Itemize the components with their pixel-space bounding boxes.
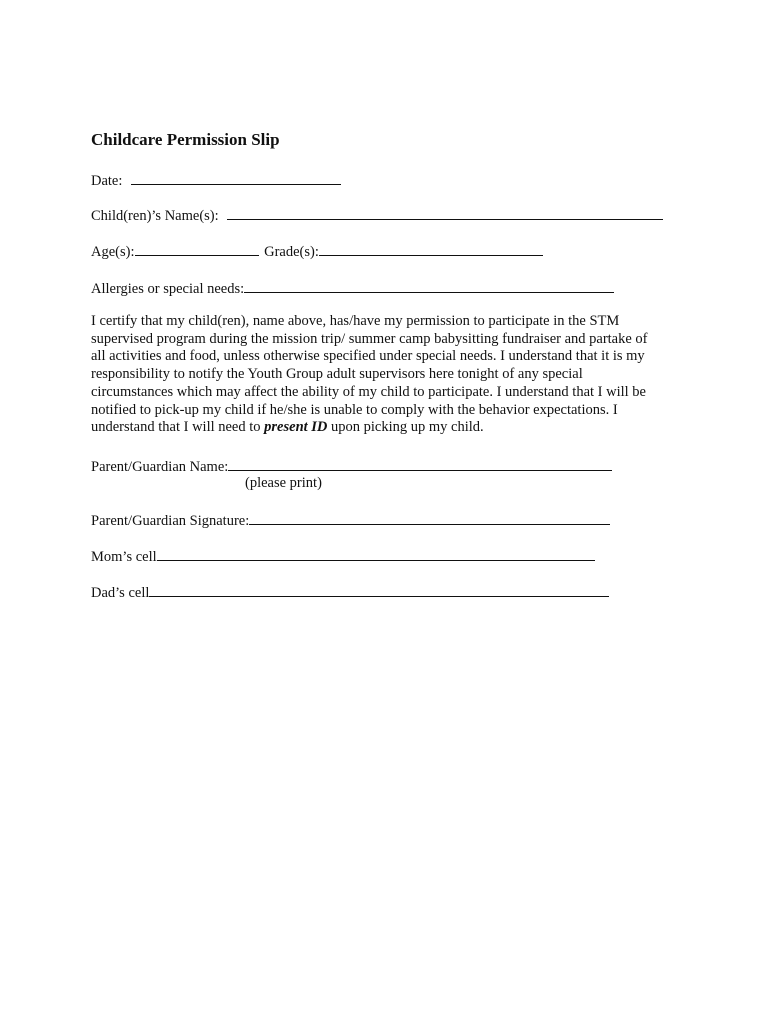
please-print-note: (please print) — [245, 475, 322, 491]
certification-line: responsibility to notify the Youth Group adult supervisors here tonight of any special — [91, 366, 583, 383]
parent-signature-field[interactable] — [249, 511, 610, 525]
grade-label: Grade(s): — [264, 244, 319, 260]
parent-signature-row — [91, 511, 610, 530]
allergies-field[interactable] — [244, 279, 614, 293]
certification-line-last — [91, 419, 691, 437]
certification-text: understand that I will need to — [91, 419, 265, 436]
form-title: Childcare Permission Slip — [91, 130, 280, 149]
allergies-label: Allergies or special needs: — [91, 281, 245, 297]
date-row — [91, 171, 341, 190]
parent-name-row — [91, 457, 612, 476]
age-field[interactable] — [135, 242, 259, 256]
children-names-field[interactable] — [227, 206, 663, 220]
present-id-emphasis: present ID — [264, 419, 328, 436]
grade-field[interactable] — [319, 242, 543, 256]
dads-cell-field[interactable] — [149, 583, 609, 597]
certification-line: circumstances which may affect the ability of my child to participate. I understand that I will be — [91, 383, 646, 400]
moms-cell-row — [91, 547, 595, 566]
moms-cell-field[interactable] — [157, 547, 595, 561]
dads-cell-label: Dad’s cell — [91, 585, 150, 601]
date-label: Date: — [91, 173, 123, 189]
dads-cell-row — [91, 583, 609, 602]
certification-line: I certify that my child(ren), name above, has/have my permission to participate in the STM — [91, 313, 620, 329]
parent-signature-label: Parent/Guardian Signature: — [91, 513, 250, 529]
certification-text: upon picking up my child. — [327, 419, 484, 436]
certification-line: supervised program during the mission trip/ summer camp babysitting fundraiser and partake of — [91, 330, 648, 347]
certification-line: all activities and food, unless otherwise specified under special needs. I understand that it is my — [91, 348, 645, 365]
children-names-label: Child(ren)’s Name(s): — [91, 208, 219, 224]
parent-name-field[interactable] — [228, 457, 612, 471]
allergies-row — [91, 279, 614, 298]
moms-cell-label: Mom’s cell — [91, 549, 157, 565]
parent-name-label: Parent/Guardian Name: — [91, 459, 229, 475]
certification-line: notified to pick-up my child if he/she is unable to comply with the behavior expectations. I — [91, 401, 618, 418]
certification-paragraph — [91, 313, 691, 437]
children-names-row — [91, 206, 663, 225]
date-field[interactable] — [131, 171, 341, 185]
age-label: Age(s): — [91, 244, 135, 260]
age-grade-row — [91, 242, 543, 261]
